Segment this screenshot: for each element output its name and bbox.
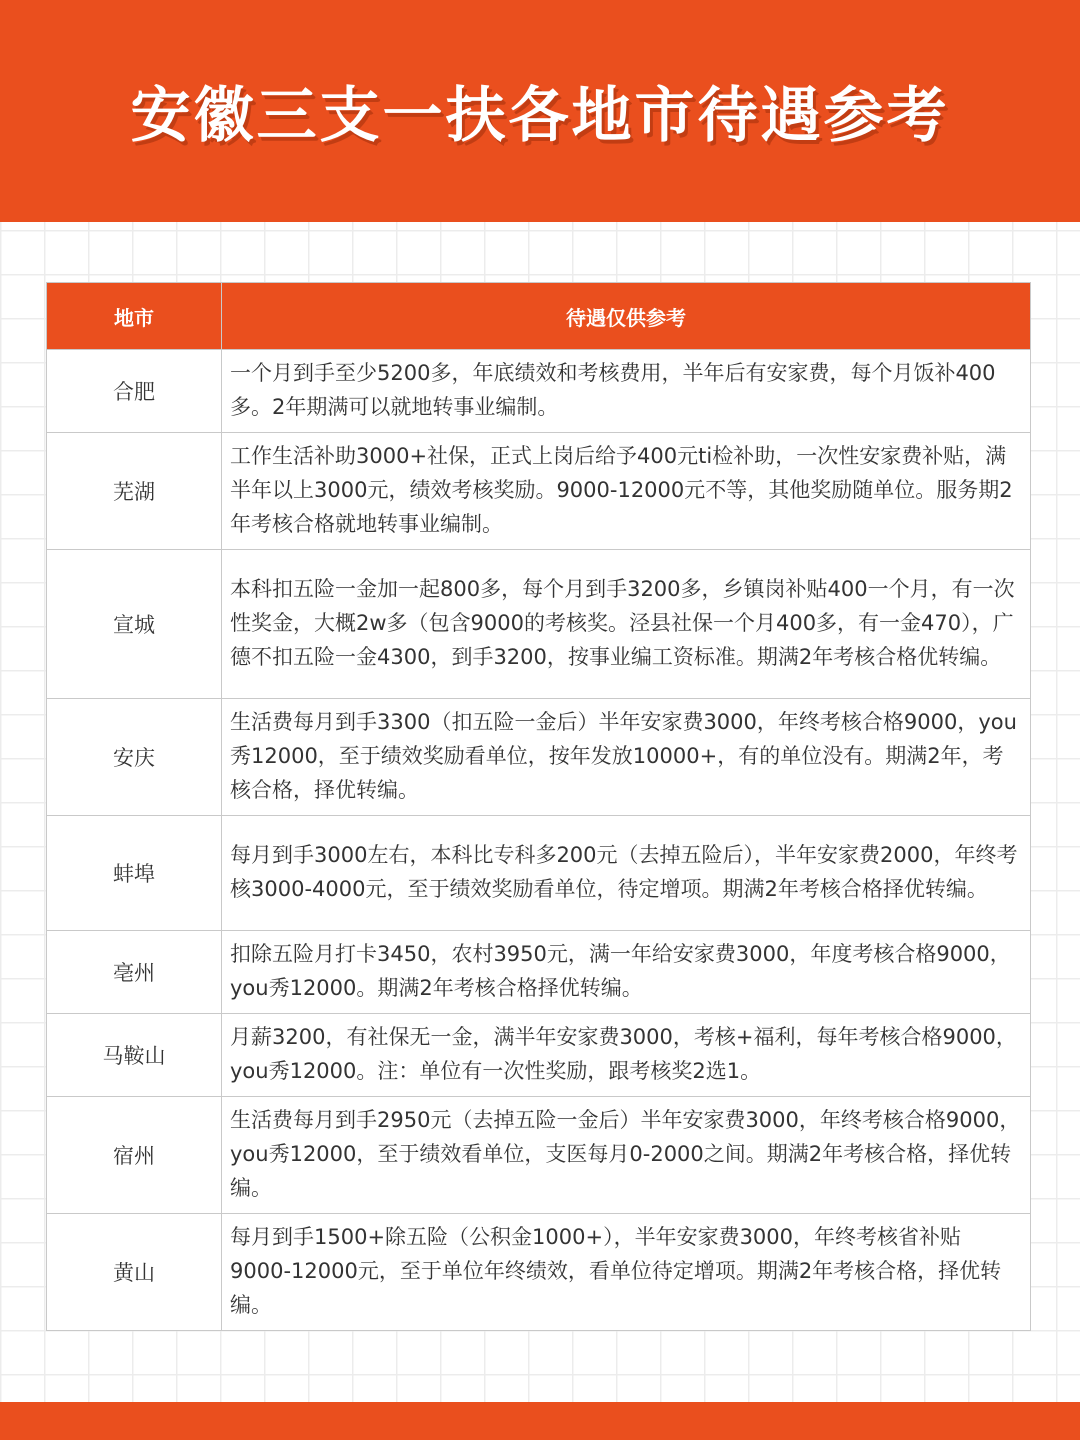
benefit-detail-cell: 生活费每月到手2950元（去掉五险一金后）半年安家费3000，年终考核合格9000，you秀12000，至于绩效看单位，支医每月0-2000之间。期满2年考核合格，择优转编。: [222, 1097, 1031, 1214]
benefit-detail-cell: 扣除五险月打卡3450，农村3950元，满一年给安家费3000，年度考核合格9000，you秀12000。期满2年考核合格择优转编。: [222, 931, 1031, 1014]
benefits-table: [46, 282, 1031, 1331]
title-banner: [0, 0, 1080, 222]
table-row: [47, 816, 1031, 931]
benefit-detail-cell: 生活费每月到手3300（扣五险一金后）半年安家费3000，年终考核合格9000，you秀12000，至于绩效奖励看单位，按年发放10000+，有的单位没有。期满2年，考核合格，择优转编。: [222, 699, 1031, 816]
table-row: [47, 1214, 1031, 1331]
city-cell: 安庆: [47, 699, 222, 816]
benefit-detail-cell: 工作生活补助3000+社保，正式上岗后给予400元ti检补助，一次性安家费补贴，满半年以上3000元，绩效考核奖励。9000-12000元不等，其他奖励随单位。服务期2年考核合格就地转事业编制。: [222, 433, 1031, 550]
benefits-table-container: [46, 282, 1030, 1331]
table-row: [47, 1097, 1031, 1214]
city-cell: 黄山: [47, 1214, 222, 1331]
city-cell: 宣城: [47, 550, 222, 699]
table-row: [47, 350, 1031, 433]
page-title: 安徽三支一扶各地市待遇参考: [130, 81, 950, 151]
column-header-benefits: 待遇仅供参考: [222, 283, 1031, 350]
benefit-detail-cell: 每月到手3000左右，本科比专科多200元（去掉五险后），半年安家费2000，年终考核3000-4000元，至于绩效奖励看单位，待定增项。期满2年考核合格择优转编。: [222, 816, 1031, 931]
city-cell: 宿州: [47, 1097, 222, 1214]
city-cell: 蚌埠: [47, 816, 222, 931]
city-cell: 芜湖: [47, 433, 222, 550]
table-row: [47, 1014, 1031, 1097]
table-row: [47, 550, 1031, 699]
benefit-detail-cell: 每月到手1500+除五险（公积金1000+），半年安家费3000，年终考核省补贴9000-12000元，至于单位年终绩效，看单位待定增项。期满2年考核合格，择优转编。: [222, 1214, 1031, 1331]
benefit-detail-cell: 本科扣五险一金加一起800多，每个月到手3200多，乡镇岗补贴400一个月，有一次性奖金，大概2w多（包含9000的考核奖。泾县社保一个月400多，有一金470），广德不扣五险一金4300，到手3200，按事业编工资标准。期满2年考核合格优转编。: [222, 550, 1031, 699]
table-row: [47, 699, 1031, 816]
table-row: [47, 931, 1031, 1014]
column-header-city: 地市: [47, 283, 222, 350]
table-row: [47, 433, 1031, 550]
city-cell: 马鞍山: [47, 1014, 222, 1097]
benefit-detail-cell: 月薪3200，有社保无一金，满半年安家费3000，考核+福利，每年考核合格9000，you秀12000。注：单位有一次性奖励，跟考核奖2选1。: [222, 1014, 1031, 1097]
footer-bar: [0, 1402, 1080, 1440]
benefit-detail-cell: 一个月到手至少5200多，年底绩效和考核费用，半年后有安家费，每个月饭补400多。2年期满可以就地转事业编制。: [222, 350, 1031, 433]
city-cell: 亳州: [47, 931, 222, 1014]
table-header-row: [47, 283, 1031, 350]
city-cell: 合肥: [47, 350, 222, 433]
